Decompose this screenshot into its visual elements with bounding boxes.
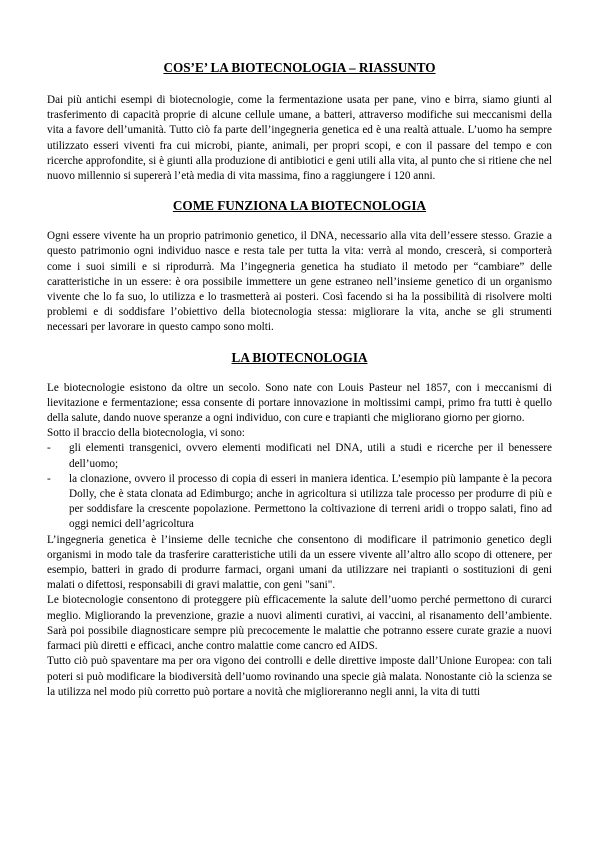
dash-bullet: -: [47, 472, 51, 485]
biotecnologia-paragraph-3: Le biotecnologie consentono di proteggere più efficacemente la salute dell’uomo perché permettono di curarci meglio. Migliorando la prevenzione, grazie a nuovi alimenti curativi, ai vaccini, al risanamento dell’ambiente. Sarà poi possibile diagnosticare sempre più precocemente le malattie che potranno essere curate grazie a nuovi farmaci più diretti e efficaci, anche contro malattie come cancro ed AIDS.: [47, 594, 552, 653]
biotech-list: [47, 441, 552, 532]
come-funziona-paragraph: Ogni essere vivente ha un proprio patrimonio genetico, il DNA, necessario alla vita dell’essere stesso. Grazie a questo patrimonio ogni individuo nasce e resta tale per tutta la vita: verrà al mondo, crescerà, si comporterà come i suoi simili e si riprodurrà. Ma l’ingegneria genetica ha studiato il metodo per “cambiare” delle caratteristiche in un essere: è ora possibile immettere un gene estraneo nell’insieme genetico di un organismo vivente che lo fa suo, lo utilizza e lo trasmetterà ai posteri. Così facendo si ha la possibilità di risolvere molti problemi e di soddisfare l’obiettivo della biotecnologia stessa: migliorare la vita, anche se gli strumenti necessari per lavorare in questo campo sono molti.: [47, 230, 552, 334]
intro-paragraph: Dai più antichi esempi di biotecnologie, come la fermentazione usata per pane, vino e birra, siamo giunti al trasferimento di capacità proprie di alcune cellule umane, a batteri, attraverso modifiche sui meccanismi della vita a favore dell’umanità. Tutto ciò fa parte dell’ingegneria genetica ed è una realtà attuale. L’uomo ha sempre utilizzato esseri viventi fra cui microbi, piante, animali, per propri scopi, e con il passare del tempo e con ricerche approfondite, si è giunti alla produzione di antibiotici e geni utili alla vita, al punto che si ritiene che nel nuovo millennio si supererà l’età media di vita massima, fino a raggiungere i 120 anni.: [47, 94, 552, 183]
document-page: [47, 50, 552, 700]
biotecnologia-paragraph-2: L’ingegneria genetica è l’insieme delle tecniche che consentono di modificare il patrimonio genetico degli organismi in modo tale da trasferire caratteristiche utili da un essere vivente all’altro allo scopo di ottenere, per esempio, batteri in grado di produrre farmaci, organi umani da utilizzare nei trapianti o sostituzioni di geni malati o difettosi, responsabili di gravi malattie, con geni "sani".: [47, 533, 552, 592]
list-item-text: la clonazione, ovvero il processo di copia di esseri in maniera identica. L’esempio più lampante è la pecora Dolly, che è stata clonata ad Edimburgo; anche in agricoltura si utilizza tale processo per produrre di più e per soddisfare la crescente popolazione. Permettono la coltivazione di terreni aridi o troppo salati, fino ad oggi nemici dell’agricoltura: [69, 472, 552, 531]
list-item-text: gli elementi transgenici, ovvero elementi modificati nel DNA, utili a studi e ricerche per il benessere dell’uomo;: [69, 442, 552, 470]
list-item: [47, 472, 552, 533]
dash-bullet: -: [47, 442, 51, 455]
section-heading-come-funziona: COME FUNZIONA LA BIOTECNOLOGIA: [172, 198, 427, 214]
document-title: COS’E’ LA BIOTECNOLOGIA – RIASSUNTO: [163, 60, 436, 75]
biotecnologia-paragraph-4: Tutto ciò può spaventare ma per ora vigono dei controlli e delle direttive imposte dall’Unione Europea: con tali poteri si può modificare la biodiversità dell’uomo rovinando una specie già malata. Nonostante ciò la scienza se la utilizza nel modo più corretto può portare a novità che miglioreranno negli anni, la vita di tutti: [47, 655, 552, 698]
list-item: [47, 441, 552, 471]
section-heading-la-biotecnologia: LA BIOTECNOLOGIA: [231, 349, 368, 365]
biotecnologia-paragraph-1: Le biotecnologie esistono da oltre un secolo. Sono nate con Louis Pasteur nel 1857, con i meccanismi di lievitazione e fermentazione; essa consente di portare innovazione in moltissimi campi, primo fra tutti è quello della salute, dando nuove speranze a ogni individuo, con cure e trapianti che migliorano giorno per giorno.: [47, 381, 552, 425]
list-intro: Sotto il braccio della biotecnologia, vi sono:: [47, 427, 245, 440]
